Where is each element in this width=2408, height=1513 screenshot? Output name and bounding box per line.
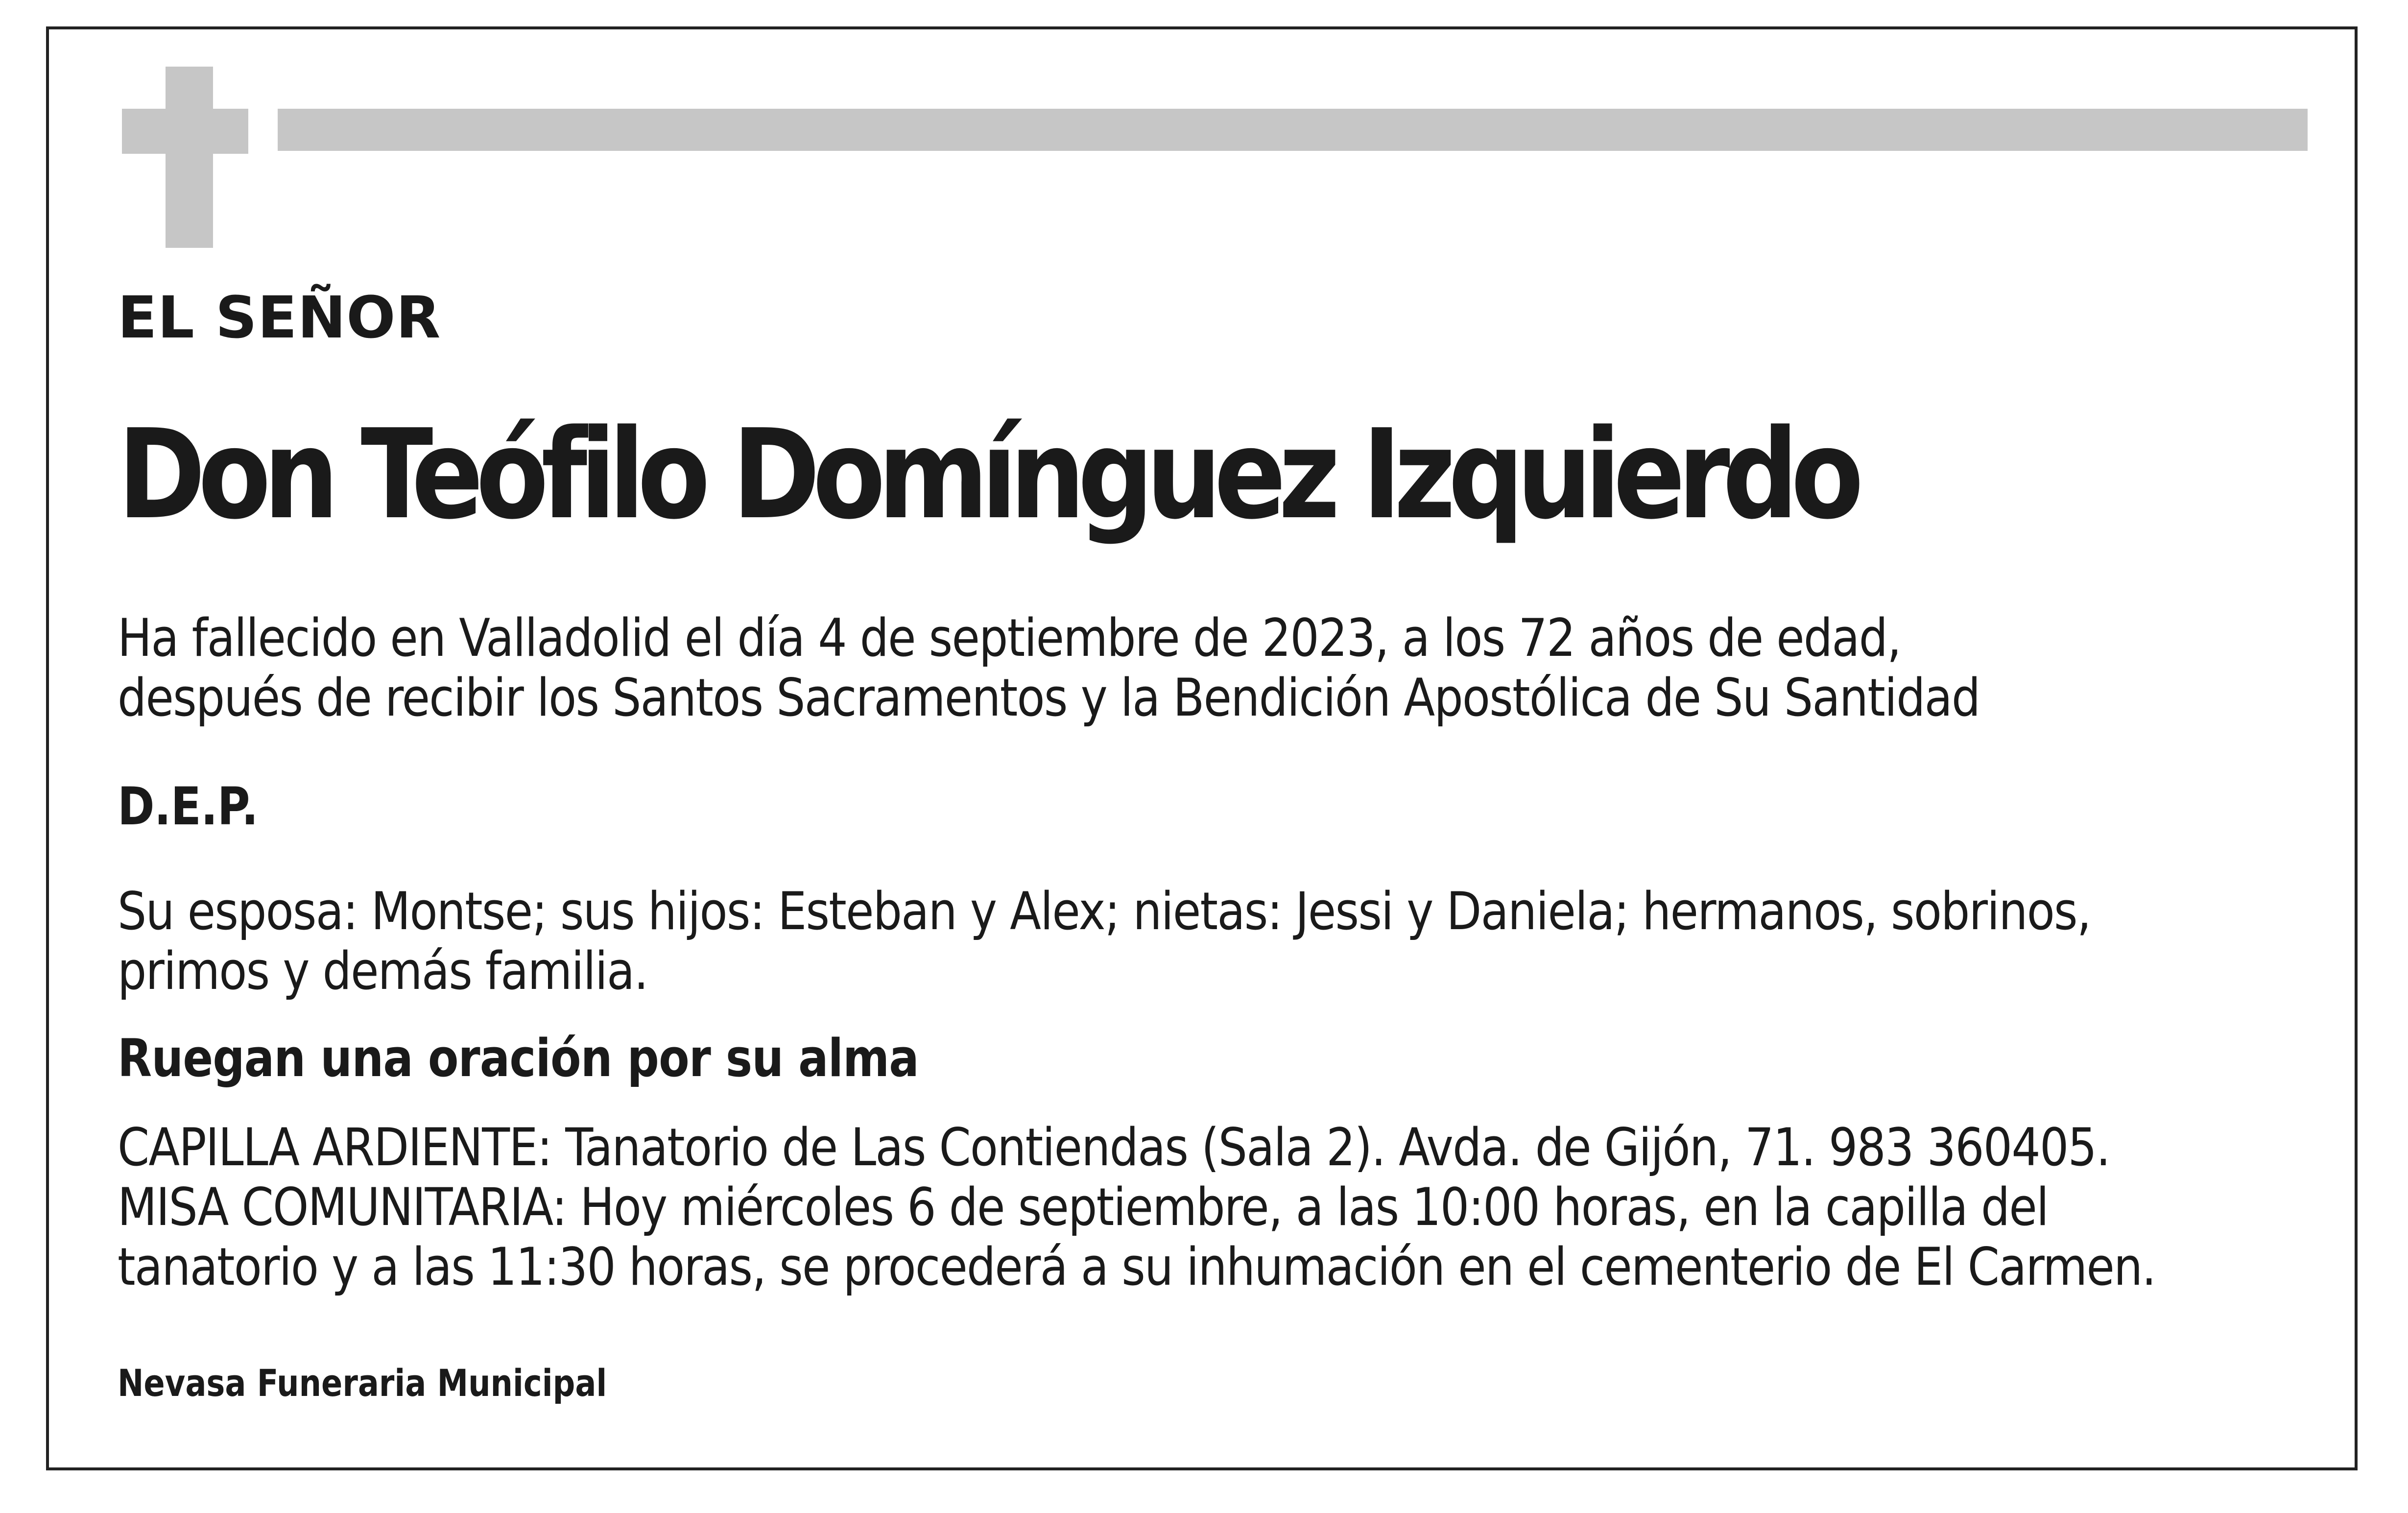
service-line: tanatorio y a las 11:30 horas, se procederá a su inhumación en el cementerio de El Carmen. bbox=[118, 1237, 2156, 1297]
service-line: MISA COMUNITARIA: Hoy miércoles 6 de septiembre, a las 10:00 horas, en la capilla del bbox=[118, 1177, 2049, 1237]
prayer-request: Ruegan una oración por su alma bbox=[118, 1028, 919, 1088]
deceased-name: Don Teófilo Domínguez Izquierdo bbox=[118, 403, 1857, 547]
death-announcement bbox=[118, 608, 1980, 728]
service-details bbox=[118, 1118, 2155, 1297]
announcement-line: Ha fallecido en Valladolid el día 4 de septiembre de 2023, a los 72 años de edad, bbox=[118, 608, 1901, 668]
cross-horizontal-bar bbox=[122, 109, 248, 154]
cross-vertical-bar bbox=[166, 67, 213, 248]
family-line: primos y demás familia. bbox=[118, 941, 648, 1001]
honorific-heading: EL SEÑOR bbox=[118, 284, 441, 351]
announcement-line: después de recibir los Santos Sacramentos y la Bendición Apostólica de Su Santidad bbox=[118, 668, 1980, 728]
family-line: Su esposa: Montse; sus hijos: Esteban y Alex; nietas: Jessi y Daniela; hermanos, sobrinos, bbox=[118, 881, 2091, 941]
family-list bbox=[118, 882, 2091, 1001]
header-rule bbox=[278, 109, 2308, 151]
service-line: CAPILLA ARDIENTE: Tanatorio de Las Contiendas (Sala 2). Avda. de Gijón, 71. 983 360405. bbox=[118, 1117, 2110, 1177]
rest-in-peace-label: D.E.P. bbox=[118, 776, 258, 837]
funeral-home-signature: Nevasa Funeraria Municipal bbox=[118, 1361, 607, 1405]
